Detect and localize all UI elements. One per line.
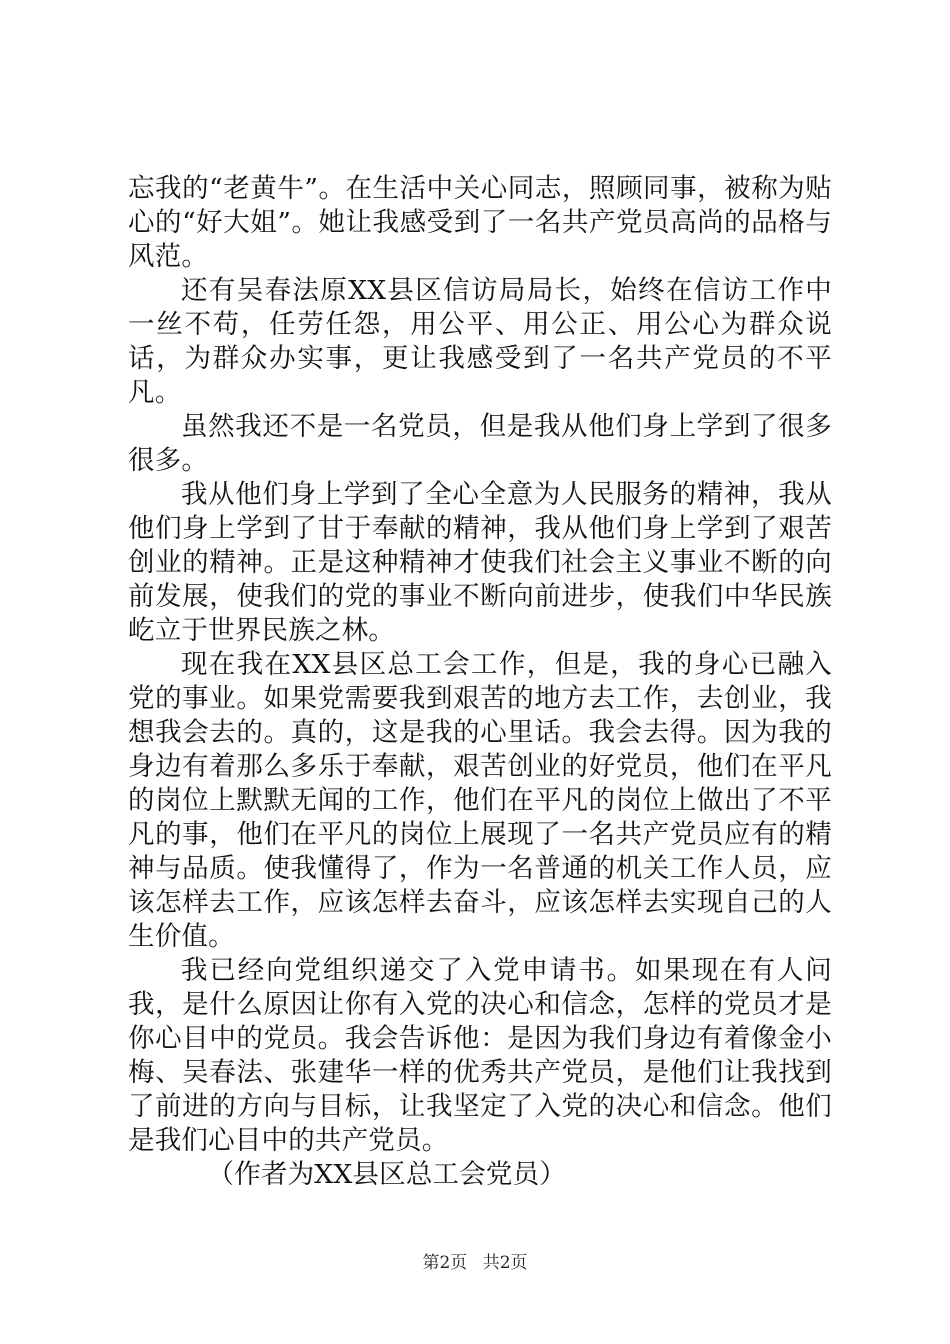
paragraph: 我从他们身上学到了全心全意为人民服务的精神，我从他们身上学到了甘于奉献的精神，我从他们身上学到了艰苦创业的精神。正是这种精神才使我们社会主义事业不断的向前发展，使我们的党的事业不断向前进步，使我们中华民族屹立于世界民族之林。 xyxy=(128,479,832,646)
paragraph: 我已经向党组织递交了入党申请书。如果现在有人问我，是什么原因让你有入党的决心和信念，怎样的党员才是你心目中的党员。我会告诉他：是因为我们身边有着像金小梅、吴春法、张建华一样的优秀共产党员，是他们让我找到了前进的方向与目标，让我坚定了入党的决心和信念。他们是我们心目中的共产党员。 xyxy=(128,955,832,1156)
page-footer xyxy=(0,1248,950,1273)
author-signature: （作者为XX县区总工会党员） xyxy=(207,1159,567,1190)
paragraph-continuation: 忘我的“老黄牛”。在生活中关心同志，照顾同事，被称为贴心的“好大姐”。她让我感受到了一名共产党员高尚的品格与风范。 xyxy=(128,173,832,272)
page-total: 共2页 xyxy=(482,1253,528,1273)
document-body xyxy=(128,172,832,1192)
page-number: 第2页 xyxy=(422,1253,468,1273)
paragraph: 虽然我还不是一名党员，但是我从他们身上学到了很多很多。 xyxy=(128,411,832,476)
paragraph: 现在我在XX县区总工会工作，但是，我的身心已融入党的事业。如果党需要我到艰苦的地方去工作，去创业，我想我会去的。真的，这是我的心里话。我会去得。因为我的身边有着那么多乐于奉献，艰苦创业的好党员，他们在平凡的岗位上默默无闻的工作，他们在平凡的岗位上做出了不平凡的事，他们在平凡的岗位上展现了一名共产党员应有的精神与品质。使我懂得了，作为一名普通的机关工作人员，应该怎样去工作，应该怎样去奋斗，应该怎样去实现自己的人生价值。 xyxy=(128,649,832,952)
paragraph: 还有吴春法原XX县区信访局局长，始终在信访工作中一丝不苟，任劳任怨，用公平、用公正、用公心为群众说话，为群众办实事，更让我感受到了一名共产党员的不平凡。 xyxy=(128,275,832,408)
